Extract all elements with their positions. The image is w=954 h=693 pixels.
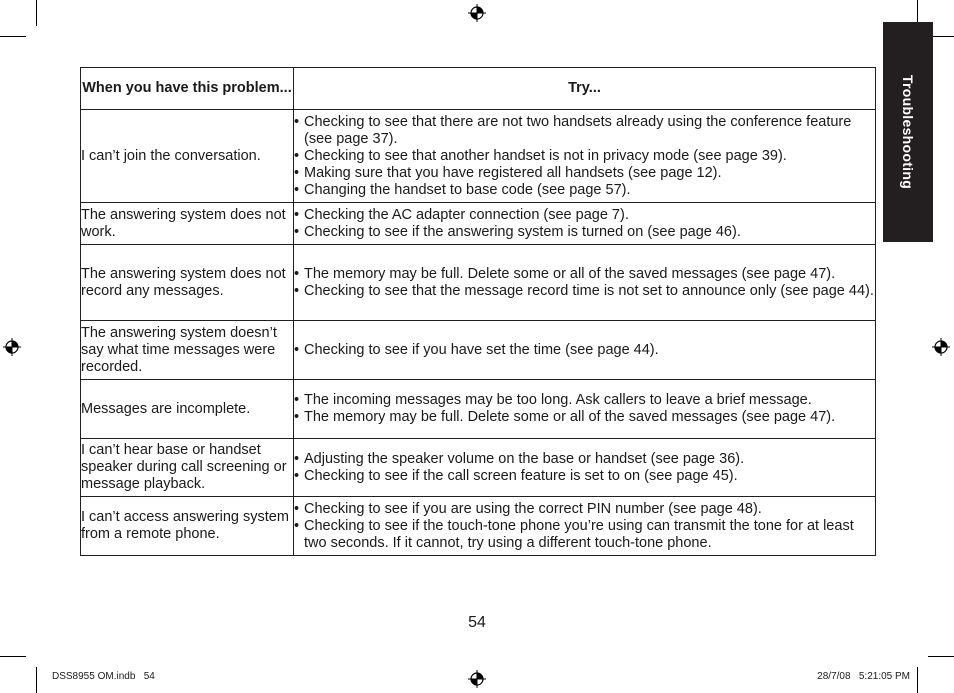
crop-mark [928, 656, 954, 657]
section-tab [883, 22, 933, 242]
crop-mark [36, 667, 37, 693]
table-row [81, 321, 876, 380]
table-row [81, 110, 876, 203]
crop-mark [917, 667, 918, 693]
problem-cell: I can’t hear base or handset speaker during call screening or message playback. [81, 439, 294, 497]
try-cell [294, 245, 876, 321]
try-cell [294, 497, 876, 556]
footer-timestamp: 28/7/08 5:21:05 PM [817, 671, 910, 682]
problem-cell: I can’t join the conversation. [81, 110, 294, 203]
problem-cell: Messages are incomplete. [81, 380, 294, 439]
table-row [81, 203, 876, 245]
footer-file-info: DSS8955 OM.indb 54 [52, 671, 155, 682]
try-cell [294, 439, 876, 497]
try-cell [294, 321, 876, 380]
table-header-row [81, 68, 876, 110]
try-cell [294, 380, 876, 439]
try-cell [294, 203, 876, 245]
try-item: • Changing the handset to base code (see page 57). [294, 182, 875, 199]
try-item: • Checking to see if you have set the time (see page 44). [294, 342, 875, 359]
table-row [81, 380, 876, 439]
troubleshooting-table [80, 67, 876, 556]
try-item: • Making sure that you have registered all handsets (see page 12). [294, 165, 875, 182]
try-item: • Checking to see that there are not two handsets already using the conference feature (see page 37). [294, 114, 875, 148]
problem-cell: The answering system doesn’t say what time messages were recorded. [81, 321, 294, 380]
section-tab-label: Troubleshooting [900, 74, 916, 190]
table-row [81, 439, 876, 497]
crop-mark [0, 656, 26, 657]
try-item: • Checking the AC adapter connection (see page 7). [294, 207, 875, 224]
problem-cell: The answering system does not work. [81, 203, 294, 245]
try-item: • Checking to see if the touch-tone phone you’re using can transmit the tone for at least two seconds. If it cannot, try using a different touch-tone phone. [294, 518, 875, 552]
table-row [81, 497, 876, 556]
try-item: • Checking to see that another handset is not in privacy mode (see page 39). [294, 148, 875, 165]
try-item: • The incoming messages may be too long. Ask callers to leave a brief message. [294, 392, 875, 409]
header-try: Try... [294, 68, 876, 110]
table-row [81, 245, 876, 321]
crop-mark [0, 36, 26, 37]
crop-mark [36, 0, 37, 26]
try-cell [294, 110, 876, 203]
registration-mark-icon [3, 338, 21, 356]
registration-mark-icon [468, 670, 486, 688]
problem-cell: I can’t access answering system from a remote phone. [81, 497, 294, 556]
try-item: • Checking to see if you are using the correct PIN number (see page 48). [294, 501, 875, 518]
problem-cell: The answering system does not record any messages. [81, 245, 294, 321]
page-number: 54 [468, 614, 486, 631]
try-item: • Checking to see if the call screen feature is set to on (see page 45). [294, 468, 875, 485]
registration-mark-icon [468, 4, 486, 22]
registration-mark-icon [932, 338, 950, 356]
try-item: • Checking to see if the answering system is turned on (see page 46). [294, 224, 875, 241]
try-item: • The memory may be full. Delete some or all of the saved messages (see page 47). [294, 266, 875, 283]
try-item: • Checking to see that the message record time is not set to announce only (see page 44). [294, 283, 875, 300]
try-item: • Adjusting the speaker volume on the base or handset (see page 36). [294, 451, 875, 468]
try-item: • The memory may be full. Delete some or all of the saved messages (see page 47). [294, 409, 875, 426]
header-problem: When you have this problem... [81, 68, 294, 110]
